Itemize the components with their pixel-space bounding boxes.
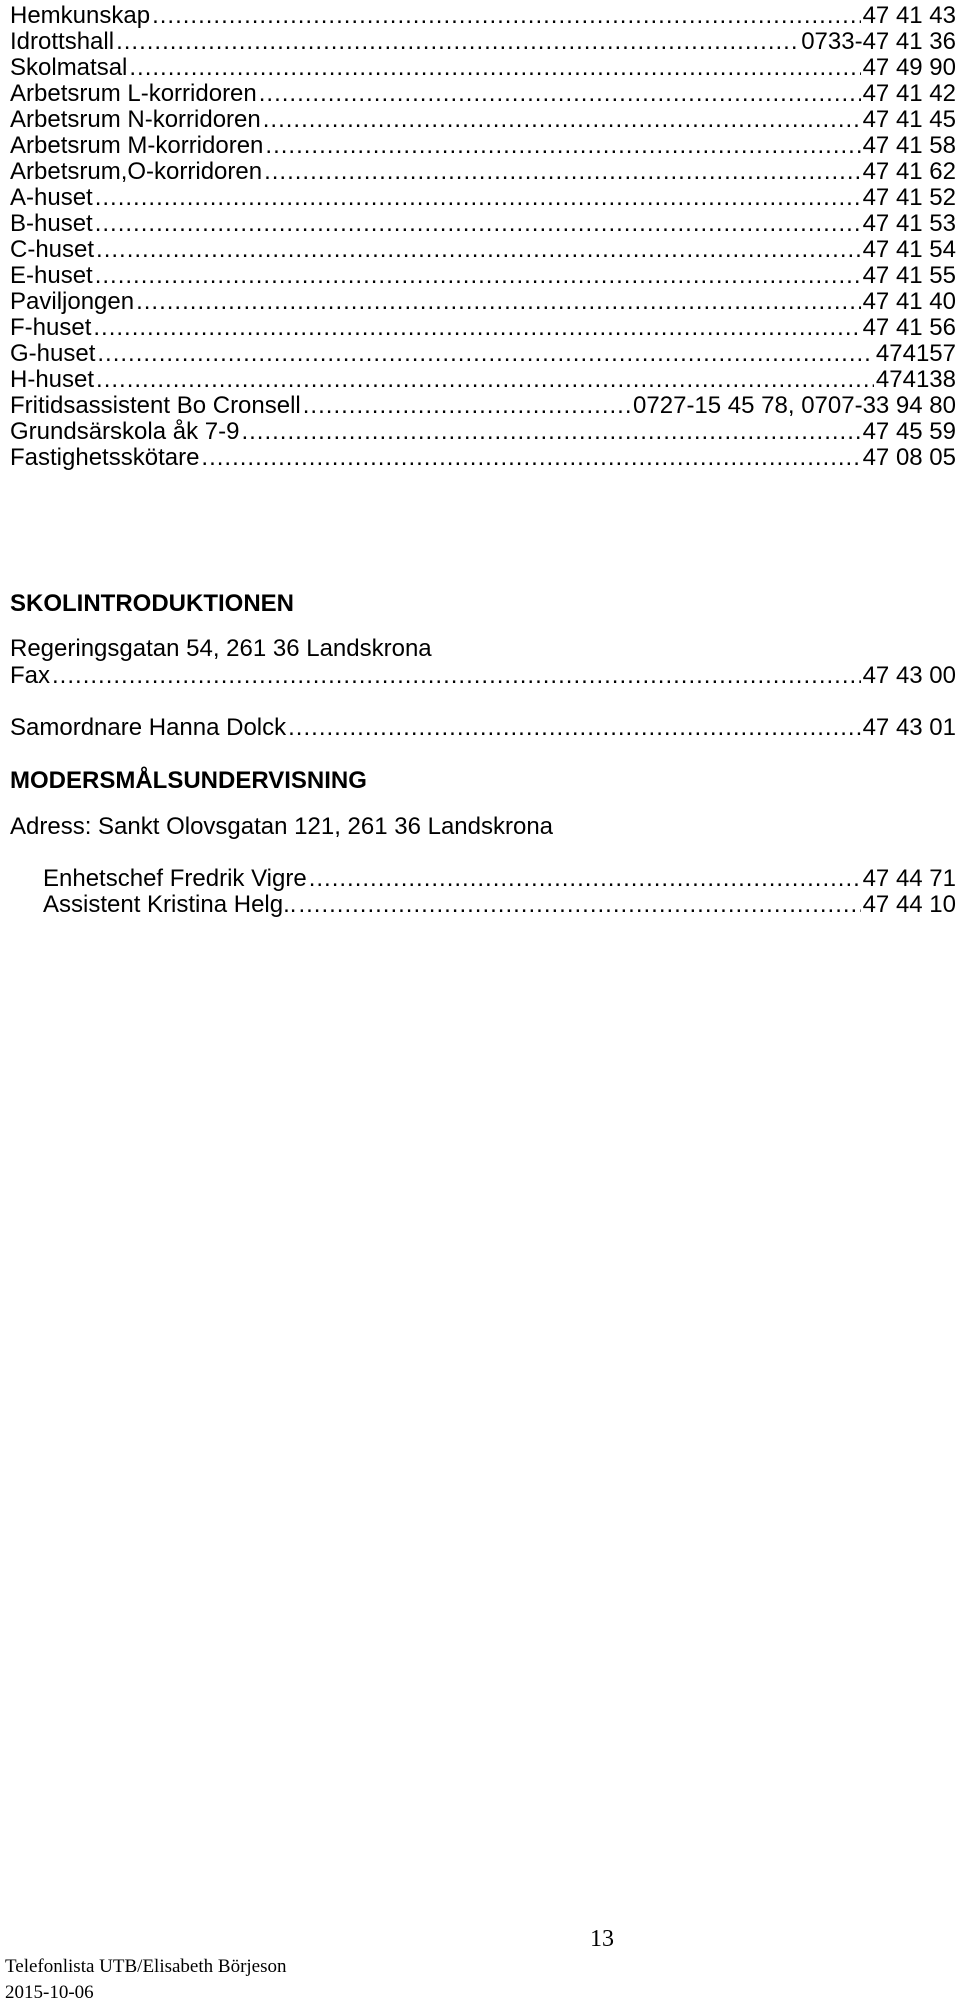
chief-entry [43,866,956,892]
dot-leader [96,237,861,263]
skolintroduktionen-address: Regeringsgatan 54, 261 36 Landskrona [10,635,432,662]
list-item [10,341,956,367]
list-item [10,367,956,393]
entry-number: 47 41 43 [862,2,956,29]
dot-leader [265,133,860,159]
dot-leader [95,211,861,237]
entry-number: 47 41 52 [862,184,956,211]
dot-leader [263,107,861,133]
dot-leader [201,445,860,471]
dot-leader [136,289,860,315]
list-item [10,3,956,29]
dot-leader [241,419,860,445]
dot-leader [93,315,860,341]
entry-name: A-huset [10,184,93,211]
entry-name: C-huset [10,236,95,263]
modersmal-heading: MODERSMÅLSUNDERVISNING [10,767,367,794]
list-item [10,445,956,471]
entry-name: G-huset [10,340,96,367]
list-item [10,159,956,185]
entry-name: Enhetschef Fredrik Vigre [43,865,307,892]
list-item [10,237,956,263]
dot-leader [95,263,861,289]
entry-number: 47 41 58 [862,132,956,159]
entry-number: 47 41 55 [862,262,956,289]
dot-leader [303,393,631,419]
dot-leader [129,55,860,81]
entry-number: 47 41 45 [862,106,956,133]
skolintroduktionen-heading: SKOLINTRODUKTIONEN [10,590,294,617]
footer-date: 2015-10-06 [5,1982,94,2003]
dot-leader [52,663,861,689]
dot-leader [288,715,860,741]
list-item [10,107,956,133]
dot-leader [309,866,861,892]
entry-name: B-huset [10,210,93,237]
list-item [10,81,956,107]
coordinator-entry [10,715,956,741]
entry-number: 47 44 10 [862,891,956,918]
entry-number: 47 41 62 [862,158,956,185]
entry-number: 47 41 40 [862,288,956,315]
entry-name: F-huset [10,314,92,341]
entry-name: Arbetsrum,O-korridoren [10,158,263,185]
modersmal-address: Adress: Sankt Olovsgatan 121, 261 36 Landskrona [10,813,554,840]
list-item [10,29,956,55]
entry-name: Fax [10,662,51,689]
entry-number: 47 41 56 [862,314,956,341]
entry-name: Skolmatsal [10,54,128,81]
dot-leader [152,3,861,29]
entry-number: 474138 [875,366,956,393]
entry-number: 47 43 00 [862,662,956,689]
dot-leader [264,159,861,185]
list-item [10,315,956,341]
entry-number: 47 41 54 [862,236,956,263]
entry-number: 47 43 01 [862,714,956,741]
entry-name: Grundsärskola åk 7-9 [10,418,240,445]
entry-name: Idrottshall [10,28,115,55]
entry-name: Arbetsrum L-korridoren [10,80,257,107]
entry-name: Paviljongen [10,288,135,315]
entry-number: 47 08 05 [862,444,956,471]
list-item [10,211,956,237]
dot-leader [95,185,861,211]
entry-number: 47 44 71 [862,865,956,892]
dot-leader [298,892,860,918]
fax-entry [10,663,956,689]
entry-number: 47 49 90 [862,54,956,81]
entry-number: 47 45 59 [862,418,956,445]
list-item [10,55,956,81]
dot-leader [259,81,861,107]
entry-number: 0727-15 45 78, 0707-33 94 80 [633,392,956,419]
dot-leader [97,341,874,367]
entry-number: 0733-47 41 36 [801,28,956,55]
entry-name: Samordnare Hanna Dolck [10,714,287,741]
footer-author: Telefonlista UTB/Elisabeth Börjeson [5,1956,287,1977]
entry-number: 47 41 53 [862,210,956,237]
list-item [10,133,956,159]
entry-name: Arbetsrum M-korridoren [10,132,264,159]
page-number: 13 [590,1926,614,1952]
list-item [10,263,956,289]
entry-name: Hemkunskap [10,2,151,29]
list-item [10,289,956,315]
entry-number: 474157 [875,340,956,367]
dot-leader [116,29,799,55]
list-item [10,185,956,211]
entry-name: H-huset [10,366,95,393]
entry-name: Assistent Kristina Helg.. [43,891,297,918]
entry-name: Arbetsrum N-korridoren [10,106,261,133]
list-item [10,419,956,445]
entry-name: Fastighetsskötare [10,444,200,471]
entry-name: E-huset [10,262,93,289]
entry-name: Fritidsassistent Bo Cronsell [10,392,301,419]
entry-number: 47 41 42 [862,80,956,107]
assistant-entry [43,892,956,918]
dot-leader [96,367,874,393]
list-item [10,393,956,419]
